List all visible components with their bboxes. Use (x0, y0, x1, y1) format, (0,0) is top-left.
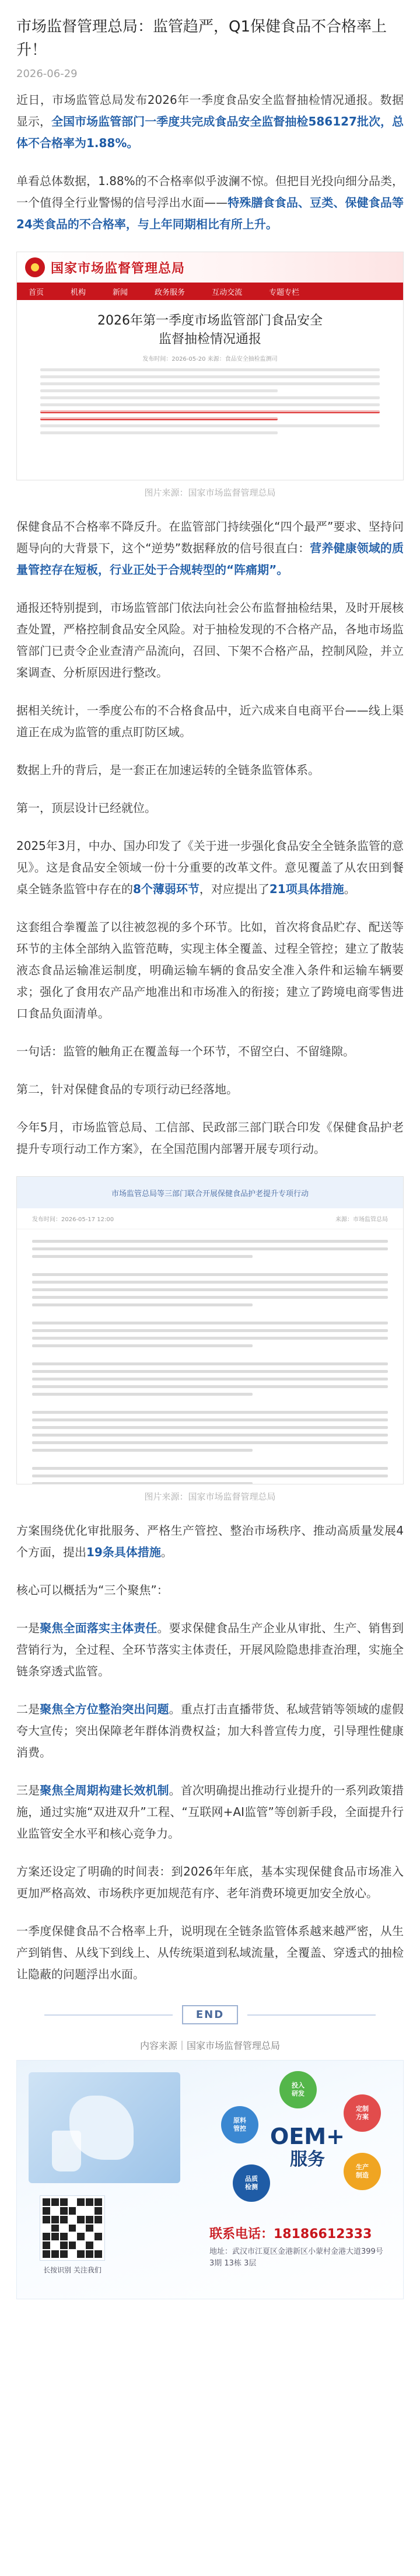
paragraph-notice-details: 通报还特别提到，市场监管部门依法向社会公布监督抽检结果，及时开展核查处置，严格控制食品安全风险。对于抽检发现的不合格产品，各地市场监管部门已责令企业查清产品流向，召回、下架不合格产品，控制风险，并立案调查、分析原因进行整改。 (16, 601, 404, 679)
news-text-line (32, 1288, 388, 1291)
news-text-line (32, 1393, 253, 1396)
news-banner: 市场监管总局等三部门联合开展保健食品护老提升专项行动 (17, 1177, 403, 1208)
beaker-icon (52, 2131, 81, 2171)
news-text-line (32, 1467, 388, 1470)
end-label: END (182, 2005, 238, 2024)
content-source: 内容来源｜国家市场监督管理总局 (139, 2040, 280, 2051)
doc-highlighted-line (40, 417, 278, 420)
doc-text-line (40, 396, 380, 399)
samr-nav-item: 新闻 (113, 288, 128, 297)
news-text-line (32, 1303, 253, 1306)
samr-doc-title: 2026年第一季度市场监管部门食品安全 监督抽检情况通报 (97, 313, 323, 347)
news-text-line (32, 1441, 388, 1444)
samr-news-screenshot (16, 1176, 404, 1484)
news-meta: 发布时间：2026-05-17 12:00 来源：市场监管总局 (17, 1208, 403, 1229)
news-text-line (32, 1281, 388, 1284)
paragraph-coverage: 这套组合拳覆盖了以往被忽视的多个环节。比如，首次将食品贮存、配送等环节的主体全部纳入监管范畴，实现主体全覆盖、过程全管控；建立了散装液态食品运输准运制度，明确运输车辆的食品安全准入条件和运输车辆要求；强化了食用农产品产地准出和市场准入的衔接；建立了跨境电商零售进口食品负面清单。 (16, 920, 404, 1020)
figure-caption: 图片来源：国家市场监督管理总局 (144, 1491, 276, 1502)
samr-doc-meta: 发布时间：2026-05-20 来源：食品安全抽检监测司 (142, 356, 278, 362)
paragraph-three-focus: 核心可以概括为“三个聚焦”： (16, 1583, 169, 1597)
publish-date: 2026-06-29 (16, 68, 78, 80)
paragraph-system: 数据上升的背后，是一套正在加速运转的全链条监管体系。 (16, 763, 320, 777)
samr-nav-item: 首页 (29, 288, 44, 297)
news-text-line (32, 1322, 388, 1324)
paragraph-summary: 一句话：监管的触角正在覆盖每一个环节，不留空白、不留缝隙。 (16, 1044, 355, 1058)
oem-service-title: OEM+ 服务 (270, 2124, 345, 2170)
lab-photo (29, 2072, 180, 2183)
paragraph-timeline: 方案还设定了明确的时间表：到2026年年底，基本实现保健食品市场准入更加严格高效、市场秩序更加规范有序、老年消费环境更加安全放心。 (16, 1864, 404, 1900)
news-text-line (32, 1482, 253, 1484)
news-text-line (32, 1475, 388, 1477)
news-text-line (32, 1296, 388, 1299)
news-text-line (32, 1329, 388, 1332)
doc-text-line (40, 382, 380, 385)
paragraph-focus-one: 一是聚焦全面落实主体责任。要求保健食品生产企业从审批、生产、销售到营销行为，全过程、全环节落实主体责任，开展风险隐患排查治理，实施全链条穿透式监管。 (16, 1621, 404, 1678)
paragraph-measures: 方案围绕优化审批服务、严格生产管控、整治市场秩序、推动高质量发展4个方面，提出19条具体措施。 (16, 1524, 404, 1559)
paragraph-ecommerce: 据相关统计，一季度公布的不合格食品中，近六成来自电商平台——线上渠道正在成为监管的重点盯防区域。 (16, 703, 404, 739)
doc-text-line (40, 431, 278, 434)
samr-nav-item: 机构 (71, 288, 86, 297)
service-bubble: 定制 方案 (344, 2094, 381, 2132)
end-divider (16, 2005, 404, 2024)
samr-nav-item: 互动交流 (212, 288, 243, 297)
news-text-line (32, 1240, 388, 1243)
doc-text-line (40, 375, 380, 378)
national-emblem-icon (25, 257, 45, 277)
doc-text-line (40, 403, 380, 406)
doc-highlighted-line (40, 410, 380, 413)
news-text-line (32, 1362, 388, 1365)
paragraph-policy: 2025年3月，中办、国办印发了《关于进一步强化食品安全全链条监管的意见》。这是食品安全领域一份十分重要的改革文件。意见覆盖了从农田到餐桌全链条监管中存在的8个薄弱环节，对应提出了21项具体措施。 (16, 839, 404, 896)
samr-header (17, 252, 403, 283)
paragraph-special-action: 今年5月，市场监管总局、工信部、民政部三部门联合印发《保健食品护老提升专项行动工作方案》，在全国范围内部署开展专项行动。 (16, 1120, 404, 1156)
doc-text-line (40, 424, 380, 427)
article-title: 市场监督管理总局：监管趋严，Q1保健食品不合格率上升！ (16, 18, 387, 59)
news-text-line (32, 1344, 253, 1347)
paragraph-conclusion: 一季度保健食品不合格率上升，说明现在全链条监管体系越来越严密，从生产到销售、从线下到线上、从传统渠道到私域流量，全覆盖、穿透式的抽检让隐蔽的问题浮出水面。 (16, 1924, 404, 1981)
oem-ad-card[interactable] (16, 2060, 404, 2299)
news-text-line (32, 1370, 388, 1373)
paragraph-health-food: 保健食品不合格率不降反升。在监管部门持续强化“四个最严”要求、坚持问题导向的大背景下，这个“逆势”数据释放的信号很直白：营养健康领域的质量管控存在短板，行业正处于合规转型的“阵痛期”。 (16, 520, 404, 577)
paragraph-second-point: 第二，针对保健食品的专项行动已经落地。 (16, 1082, 238, 1096)
news-text-line (32, 1255, 253, 1258)
samr-site-name: 国家市场监督管理总局 (51, 261, 186, 276)
news-text-line (32, 1273, 388, 1276)
doc-text-line (40, 389, 278, 392)
paragraph-first-point: 第一，顶层设计已经就位。 (16, 801, 156, 815)
service-bubble: 品质 检测 (233, 2164, 270, 2202)
news-text-line (32, 1337, 388, 1340)
service-bubble: 投入 研发 (279, 2071, 317, 2108)
service-bubble: 生产 制造 (344, 2153, 381, 2190)
news-text-line (32, 1247, 388, 1250)
news-text-line (32, 1449, 253, 1452)
contact-address: 地址：武汉市江夏区金港新区小蒙村金港大道399号 3期 13栋 3层 (209, 2247, 383, 2268)
news-text-line (32, 1426, 388, 1429)
news-text-line (32, 1434, 388, 1437)
news-text-line (32, 1378, 388, 1381)
paragraph-category-signal: 单看总体数据，1.88%的不合格率似乎波澜不惊。但把目光投向细分品类，一个值得全行业警惕的信号浮出水面——特殊膳食食品、豆类、保健食品等24类食品的不合格率，与上年同期相比有所上升。 (16, 174, 404, 231)
contact-phone[interactable]: 联系电话：18186612333 (209, 2227, 372, 2242)
service-bubble: 原料 管控 (221, 2106, 258, 2143)
doc-text-line (40, 368, 380, 371)
figure-caption: 图片来源：国家市场监督管理总局 (144, 487, 276, 498)
news-text-line (32, 1411, 388, 1414)
samr-nav-item: 专题专栏 (269, 288, 300, 297)
samr-notice-screenshot (16, 252, 404, 480)
qr-tip: 长按识别 关注我们 (43, 2266, 102, 2274)
paragraph-intro: 近日，市场监管总局发布2026年一季度食品安全监督抽检情况通报。数据显示，全国市场监管部门一季度共完成食品安全监督抽检586127批次，总体不合格率为1.88%。 (16, 93, 404, 150)
samr-nav-item: 政务服务 (155, 288, 186, 297)
paragraph-focus-three: 三是聚焦全周期构建长效机制。首次明确提出推动行业提升的一系列政策措施，通过实施“双进双升”工程、“互联网+AI监管”等创新手段，全面提升行业监管安全水平和核心竞争力。 (16, 1783, 404, 1841)
qr-code[interactable] (40, 2196, 104, 2260)
samr-nav-bar (17, 283, 403, 300)
paragraph-focus-two: 二是聚焦全方位整治突出问题。重点打击直播带货、私域营销等领域的虚假夸大宣传；突出保障老年群体消费权益；加大科普宣传力度，引导理性健康消费。 (16, 1702, 404, 1759)
news-text-line (32, 1385, 388, 1388)
news-text-line (32, 1418, 388, 1421)
